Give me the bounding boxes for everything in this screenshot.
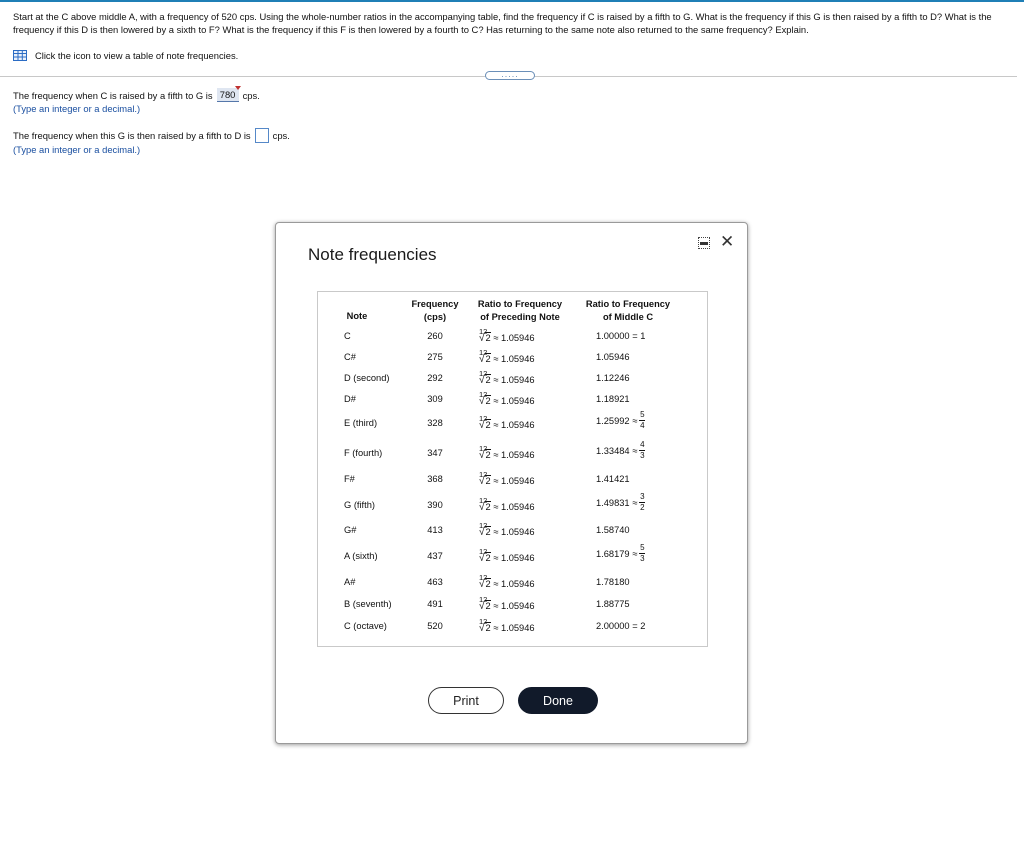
row-note: E (third): [344, 418, 378, 428]
row-frequency: 368: [427, 474, 443, 484]
row-ratio-middle-c: 1.18921: [596, 394, 630, 404]
row-ratio-middle-c: 1.05946: [596, 352, 630, 362]
print-button[interactable]: Print: [428, 687, 504, 714]
row-ratio-preceding: 12 √2 ≈ 1.05946: [479, 414, 535, 431]
row-note: G#: [344, 525, 357, 535]
row-frequency: 437: [427, 551, 443, 561]
row-note: F#: [344, 474, 355, 484]
answer2-prompt: The frequency when this G is then raised by a fifth to D is: [13, 130, 251, 141]
fraction: $\frac{5}{3}$: [640, 543, 645, 563]
header-ratio-middle-c: Ratio to Frequency of Middle C: [585, 299, 671, 322]
row-ratio-middle-c: 1.58740: [596, 525, 630, 535]
row-ratio-preceding: 12 √2 ≈ 1.05946: [479, 444, 535, 461]
row-ratio-preceding: 12 √2 ≈ 1.05946: [479, 327, 535, 344]
row-ratio-preceding: 12 √2 ≈ 1.05946: [479, 547, 535, 564]
fraction: $\frac{4}{3}$: [640, 440, 645, 460]
row-ratio-preceding: 12 √2 ≈ 1.05946: [479, 348, 535, 365]
row-ratio-middle-c: 1.33484 ≈ $\frac{4}{3}$: [596, 440, 645, 460]
header-frequency: Frequency (cps): [411, 299, 459, 322]
row-ratio-preceding: 12 √2 ≈ 1.05946: [479, 470, 535, 487]
view-table-link-label[interactable]: Click the icon to view a table of note frequencies.: [35, 50, 239, 61]
row-note: A (sixth): [344, 551, 378, 561]
done-button[interactable]: Done: [518, 687, 598, 714]
row-note: F (fourth): [344, 448, 383, 458]
answer2-unit: cps.: [272, 130, 290, 141]
row-ratio-middle-c: 1.68179 ≈ $\frac{5}{3}$: [596, 543, 645, 563]
row-frequency: 390: [427, 500, 443, 510]
expand-toggle-button[interactable]: .....: [485, 71, 535, 80]
row-ratio-middle-c: 1.25992 ≈ $\frac{5}{4}$: [596, 410, 645, 430]
row-ratio-preceding: 12 √2 ≈ 1.05946: [479, 369, 535, 386]
answer-block-1: [13, 88, 260, 115]
row-ratio-middle-c: 1.78180: [596, 577, 630, 587]
table-icon[interactable]: [13, 50, 27, 61]
close-icon[interactable]: ✕: [720, 232, 735, 251]
row-note: B (seventh): [344, 599, 392, 609]
row-note: A#: [344, 577, 356, 587]
row-frequency: 491: [427, 599, 443, 609]
row-ratio-middle-c: 1.88775: [596, 599, 630, 609]
view-table-link[interactable]: [13, 50, 238, 61]
question-text: Start at the C above middle A, with a frequency of 520 cps. Using the whole-number ratios in the accompanying table, find the frequency if C is raised by a fifth to G. What is the frequency if this G is then raised by a fifth to D? What is the frequency if this D is then lowered by a sixth to F? What is the frequency if this F is then lowered by a fourth to C? Has returning to the same note also returned to the same frequency? Explain.: [13, 11, 992, 35]
row-frequency: 347: [427, 448, 443, 458]
row-ratio-middle-c: 1.12246: [596, 373, 630, 383]
row-frequency: 463: [427, 577, 443, 587]
top-accent-line: [0, 0, 1024, 2]
row-ratio-preceding: 12 √2 ≈ 1.05946: [479, 595, 535, 612]
row-ratio-preceding: 12 √2 ≈ 1.05946: [479, 617, 535, 634]
row-frequency: 328: [427, 418, 443, 428]
row-ratio-preceding: 12 √2 ≈ 1.05946: [479, 390, 535, 407]
row-note: D#: [344, 394, 356, 404]
row-frequency: 275: [427, 352, 443, 362]
row-frequency: 413: [427, 525, 443, 535]
row-note: G (fifth): [344, 500, 375, 510]
row-note: C#: [344, 352, 356, 362]
row-ratio-preceding: 12 √2 ≈ 1.05946: [479, 573, 535, 590]
row-frequency: 292: [427, 373, 443, 383]
header-ratio-preceding: Ratio to Frequency of Preceding Note: [477, 299, 563, 322]
edit-marker-icon: [235, 86, 241, 90]
answer1-unit: cps.: [242, 89, 260, 101]
row-ratio-middle-c: 1.00000 = 1: [596, 331, 646, 341]
row-ratio-middle-c: 2.00000 = 2: [596, 621, 646, 631]
answer-block-2: [13, 128, 290, 156]
note-frequency-table: [317, 291, 708, 647]
header-note: Note: [346, 311, 368, 321]
note-frequencies-dialog: [275, 222, 748, 744]
row-ratio-middle-c: 1.41421: [596, 474, 630, 484]
answer1-hint: (Type an integer or a decimal.): [13, 103, 141, 114]
row-frequency: 260: [427, 331, 443, 341]
row-ratio-preceding: 12 √2 ≈ 1.05946: [479, 496, 535, 513]
row-frequency: 309: [427, 394, 443, 404]
row-ratio-preceding: 12 √2 ≈ 1.05946: [479, 521, 535, 538]
minimize-icon[interactable]: [698, 237, 710, 249]
row-frequency: 520: [427, 621, 443, 631]
fraction: $\frac{5}{4}$: [640, 410, 645, 430]
row-ratio-middle-c: 1.49831 ≈ $\frac{3}{2}$: [596, 492, 645, 512]
answer2-input[interactable]: [255, 128, 269, 143]
dialog-title: Note frequencies: [308, 245, 437, 264]
row-note: C (octave): [344, 621, 387, 631]
row-note: C: [344, 331, 351, 341]
answer1-input[interactable]: 780: [217, 88, 239, 102]
fraction: $\frac{3}{2}$: [640, 492, 645, 512]
answer2-hint: (Type an integer or a decimal.): [13, 144, 141, 155]
answer1-prompt: The frequency when C is raised by a fifth to G is: [13, 89, 213, 101]
row-note: D (second): [344, 373, 390, 383]
